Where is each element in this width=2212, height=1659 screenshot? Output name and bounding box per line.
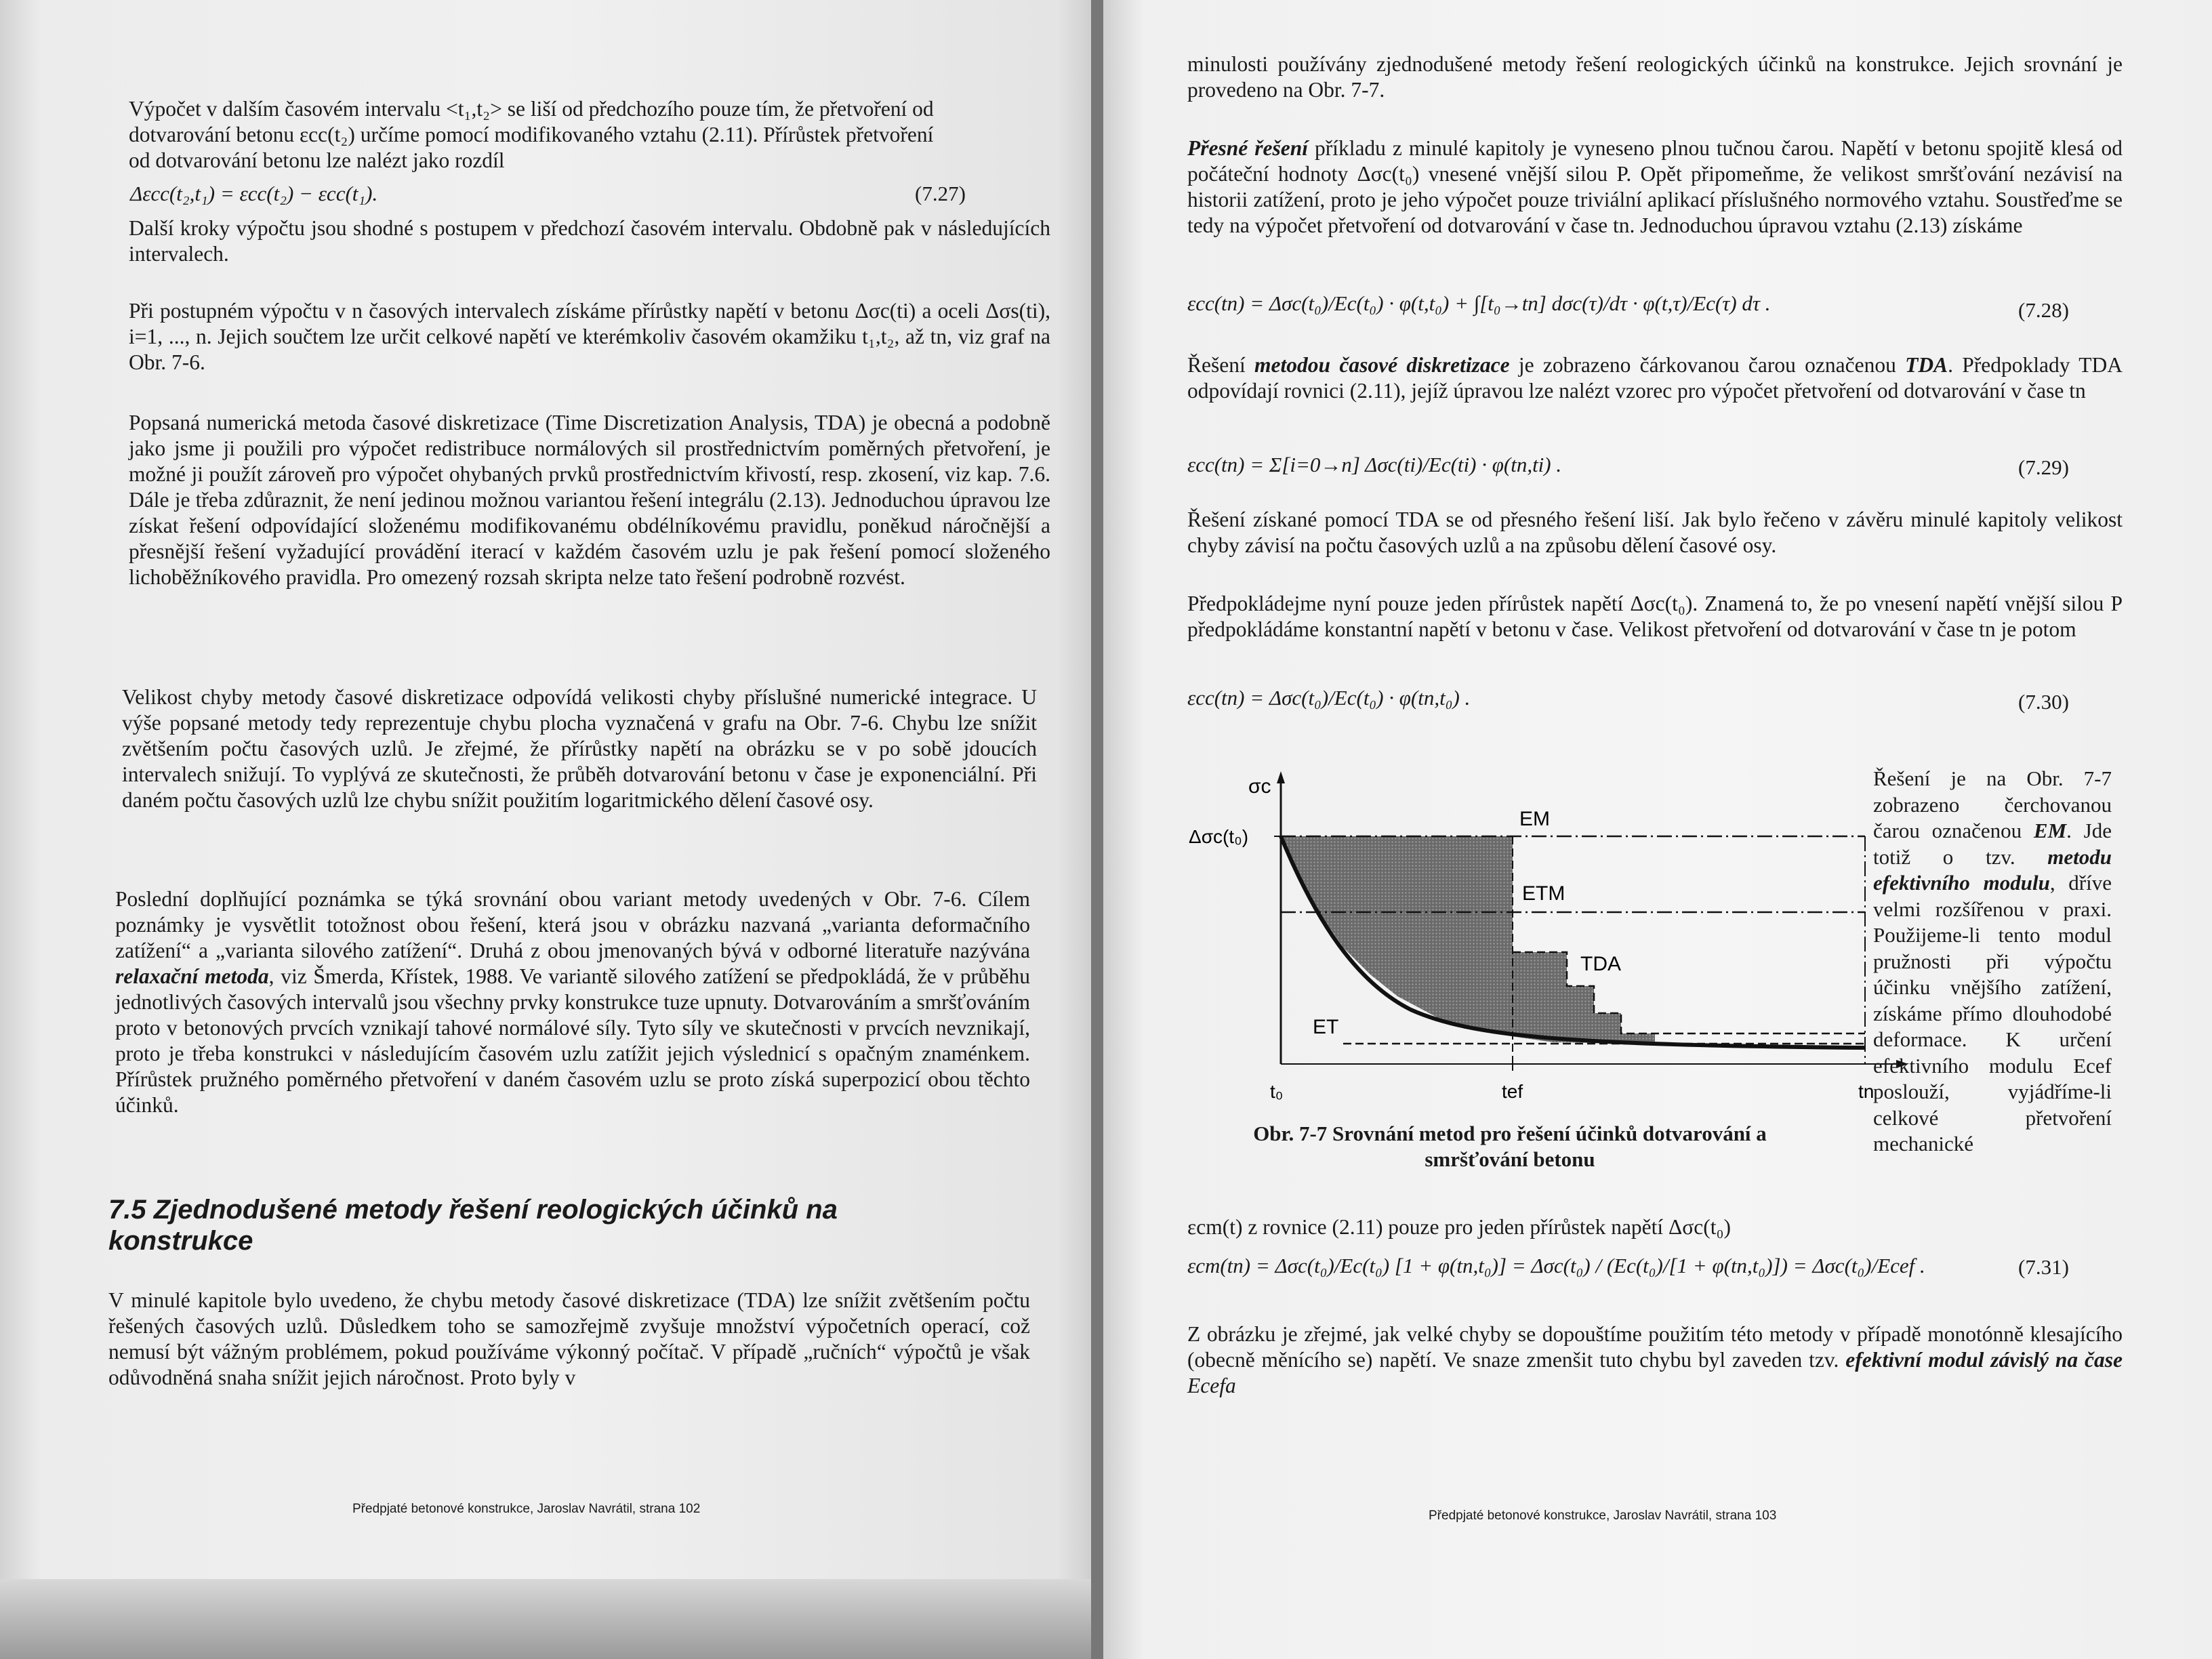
side-text-a: Řešení je na Obr. 7-7 zobrazeno čerchovanou čarou označenou [1873,766,2112,842]
comparison-chart [1187,766,1919,1118]
paragraph-6: V minulé kapitole bylo uvedeno, že chybu metody časové diskretizace (TDA) lze snížit zvětšením počtu řešených časových uzlů. Důsledkem toho se samozřejmě zvyšuje množství výpočetních operací, což nemusí být vážným problémem, pokud používáme výkonný počítač. V případě „ručních“ výpočtů je však odůvodněná snaha snížit jejich náročnost. Proto byly v [108,1288,1030,1389]
p1-line2: dotvarování betonu εcc(t₂) určíme pomocí modifikovaného vztahu (2.11). Přírůstek přetvoření [129,123,934,146]
r-p2-emphasis: Přesné řešení [1187,136,1308,160]
section-heading: 7.5 Zjednodušené metody řešení reologických účinků na konstrukce [108,1195,838,1256]
book-gutter [1091,0,1103,1659]
equation-number-7-31: (7.31) [2018,1255,2069,1279]
r-p2-text: příkladu z minulé kapitoly je vyneseno plnou tučnou čarou. Napětí v betonu spojitě klesá od počáteční hodnoty Δσc(t₀) vnesené vnější silou P. Opět připomeňme, že velikost smršťování nezávisí na historii zatížení, proto je jeho výpočet pouze triviální aplikací příslušného normového vztahu. Soustřeďme se tedy na výpočet přetvoření od dotvarování v čase tn. Jednoduchou úpravou vztahu (2.13) získáme [1187,136,2123,237]
page-bottom-shadow [0,1579,1091,1659]
r-paragraph-5: Předpokládejme nyní pouze jeden přírůstek napětí Δσc(t₀). Znamená to, že po vnesení napětí vnější silou P předpokládáme konstantní napětí v betonu v čase. Velikost přetvoření od dotvarování v čase tn je potom [1187,592,2123,641]
side-text-b: . Jde totiž o tzv. [1873,819,2112,869]
paragraph-2: Při postupném výpočtu v n časových intervalech získáme přírůstky napětí v betonu Δσc(ti) a oceli Δσs(ti), i=1, ..., n. Jejich součtem lze určit celkové napětí ve kterémkoliv časovém okamžiku t₁,t₂, až tn, viz graf na Obr. 7-6. [129,299,1050,374]
p5-emphasis: relaxační metoda [115,964,269,988]
p5-text-b: , viz Šmerda, Křístek, 1988. Ve variantě silového zatížení se předpokládá, že v průběhu jednotlivých časových intervalů jsou všechny prvky konstrukce tuze upnuty. Dotvarováním a smršťováním proto v betonových prvcích vznikají tahové normálové síly. Tyto síly ve skutečnosti v prvcích nevznikají, proto je třeba konstrukci v následujícím časovém uzlu zatížit jejich výslednicí s opačným znaménkem. Přírůstek pružného poměrného přetvoření v daném časovém uzlu se proto získá superpozicí obou těchto účinků. [115,964,1031,1117]
paragraph-1-after: Další kroky výpočtu jsou shodné s postupem v předchozí časovém intervalu. Obdobně pak v následujících intervalech. [129,216,1050,266]
r-paragraph-1: minulosti používány zjednodušené metody řešení reologických účinků na konstrukce. Jejich srovnání je provedeno na Obr. 7-7. [1187,52,2123,102]
footer-left: Předpjaté betonové konstrukce, Jaroslav Navrátil, strana 102 [352,1502,701,1516]
y-axis-arrow [1277,771,1285,783]
left-page [0,0,1091,1659]
equation-7-27: Δεcc(t₂,t₁) = εcc(t₂) − εcc(t₁). [130,182,378,205]
r-p3-text-c: . Předpoklady TDA odpovídají rovnici (2.11), jejíž úpravou lze nalézt vzorec pro výpočet přetvoření od dotvarování v čase tn [1187,353,2123,403]
x-tick-tn: tn [1858,1081,1875,1102]
equation-number-7-28: (7.28) [2018,298,2069,322]
r-p7-text-c: Ecefa [1187,1374,1236,1397]
label-tda: TDA [1580,953,1621,975]
r-p3-text-a: Řešení [1187,353,1255,377]
r-paragraph-3 [1187,352,2123,404]
equation-number-7-27: (7.27) [915,182,966,205]
r-p3-em1: metodou časové diskretizace [1254,353,1510,377]
paragraph-1 [129,96,1050,173]
caption-line2: smršťování betonu [1425,1147,1595,1171]
paragraph-3: Popsaná numerická metoda časové diskretizace (Time Discretization Analysis, TDA) je obecná a podobně jako jsme ji použili pro výpočet redistribuce normálových sil prostřednictvím poměrných přetvoření, je možné ji použít zároveň pro výpočet ohybaných prvků prostřednictvím křivostí, resp. zkosení, viz kap. 7.6. Dále je třeba zdůraznit, že není jedinou možnou variantou řešení integrálu (2.13). Jednoduchou úpravou lze získat řešení odpovídající složenému modifikovanému obdélníkovému pravidlu, poněkud náročnější a přesnější řešení vyžadující provádění iterací v každém časovém uzlu je pak řešení pomocí složeného lichoběžníkového pravidla. Pro omezený rozsah skripta nelze tato řešení podrobně rozvést. [129,411,1050,589]
equation-number-7-29: (7.29) [2018,455,2069,479]
r-p7-emphasis: efektivní modul závislý na čase [1845,1348,2123,1372]
label-em: EM [1519,808,1550,830]
footer-right: Předpjaté betonové konstrukce, Jaroslav Navrátil, strana 103 [1429,1509,1777,1523]
r-paragraph-6: εcm(t) z rovnice (2.11) pouze pro jeden přírůstek napětí Δσc(t₀) [1187,1215,1731,1239]
r-p3-em2: TDA [1905,353,1948,377]
side-paragraph [1873,766,2112,1158]
equation-number-7-30: (7.30) [2018,690,2069,714]
equation-7-28: εcc(tn) = Δσc(t₀)/Ec(t₀) · φ(t,t₀) + ∫[t₀→tn] dσc(τ)/dτ · φ(t,τ)/Ec(τ) dτ . [1187,291,1771,315]
figure-caption [1151,1121,1869,1172]
x-tick-t0: t₀ [1270,1081,1284,1102]
equation-7-29: εcc(tn) = Σ[i=0→n] Δσc(ti)/Ec(ti) · φ(tn,ti) . [1187,453,1562,476]
x-tick-tef: tef [1502,1081,1523,1102]
r-paragraph-2 [1187,136,2123,239]
label-etm: ETM [1522,882,1565,905]
r-paragraph-4: Řešení získané pomocí TDA se od přesného řešení liší. Jak bylo řečeno v závěru minulé kapitoly velikost chyby závisí na počtu časových uzlů a na způsobu dělení časové osy. [1187,508,2123,557]
side-em1: EM [2033,819,2067,842]
equation-7-31: εcm(tn) = Δσc(t₀)/Ec(t₀) [1 + φ(tn,t₀)] = Δσc(t₀) / (Ec(t₀)/[1 + φ(tn,t₀)]) = Δσc(t₀)/Ecef . [1187,1254,1925,1277]
caption-line1: Obr. 7-7 Srovnání metod pro řešení účinků dotvarování a [1253,1122,1767,1145]
right-page [1103,0,2212,1659]
y-tick-label: Δσc(t₀) [1189,826,1249,847]
y-axis-label: σc [1248,775,1271,798]
p1-line3: od dotvarování betonu lze nalézt jako rozdíl [129,148,505,172]
r-paragraph-7 [1187,1322,2123,1399]
p1-line1: Výpočet v dalším časovém intervalu <t₁,t₂> se liší od předchozího pouze tím, že přetvoření od [129,97,934,121]
side-text-c: , dříve velmi rozšířenou v praxi. Použijeme-li tento modul pružnosti při výpočtu účinku vnějšího zatížení, získáme přímo dlouhodobé deformace. K určení efektivního modulu Ecef poslouží, vyjádříme-li celkové přetvoření mechanické [1873,871,2112,1155]
p5-text-a: Poslední doplňující poznámka se týká srovnání obou variant metody uvedených v Obr. 7-6. Cílem poznámky je vysvětlit totožnost obou řešení, která jsou v obrázku nazvaná „varianta deformačního zatížení“ a „varianta silového zatížení“. Druhá z obou jmenovaných bývá v odborné literatuře nazývána [115,887,1030,962]
side-em2: metodu efektivního modulu [1873,844,2112,895]
r-p3-text-b: je zobrazeno čárkovanou čarou označenou [1509,353,1906,377]
r-p7-text-a: Z obrázku je zřejmé, jak velké chyby se dopouštíme použitím této metody v případě monotónně klesajícího (obecně měnícího se) napětí. Ve snaze zmenšit tuto chybu byl zaveden tzv. [1187,1322,2123,1372]
paragraph-5 [115,886,1030,1118]
paragraph-4: Velikost chyby metody časové diskretizace odpovídá velikosti chyby příslušné numerické integrace. U výše popsané metody tedy reprezentuje chybu plocha vyznačená v grafu na Obr. 7-6. Chybu lze snížit zvětšením počtu časových uzlů. Je zřejmé, že přírůstky napětí na obrázku se v po sobě jdoucích intervalech snižují. To vyplývá ze skutečnosti, že průběh dotvarování betonu v čase je exponenciální. Při daném počtu časových uzlů lze chybu snížit použitím logaritmického dělení časové osy. [122,685,1037,812]
equation-7-30: εcc(tn) = Δσc(t₀)/Ec(t₀) · φ(tn,t₀) . [1187,686,1471,710]
label-et: ET [1313,1016,1339,1038]
